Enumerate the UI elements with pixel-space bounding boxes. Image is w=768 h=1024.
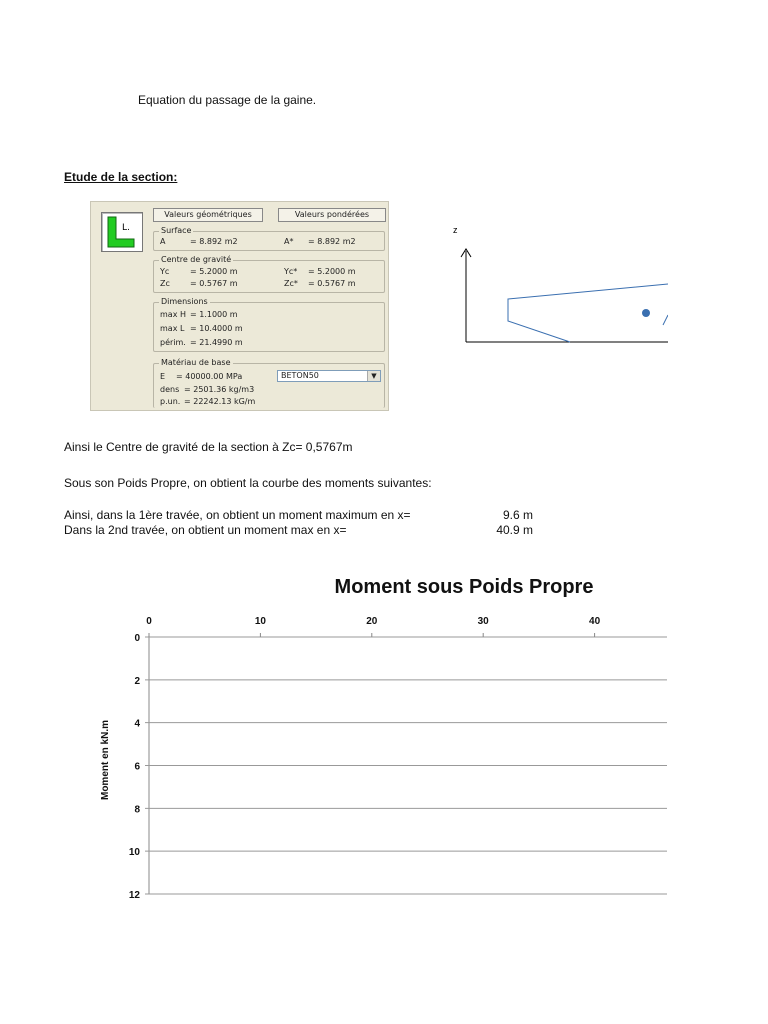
chart-y-tick-label: 8 [134,804,140,816]
e-label: E [160,372,166,381]
area-value: = 8.892 m2 [190,237,238,246]
zc-value: = 0.5767 m [190,279,238,288]
chart-x-tick-label: 0 [146,616,152,627]
surface-legend: Surface [161,226,192,235]
tab-weighted-values[interactable]: Valeurs pondérées [278,208,386,222]
density-label: dens [160,385,180,394]
chart-x-tick-label: 30 [477,616,489,627]
max-l-value: = 10.4000 m [190,324,243,333]
material-select-value: BETON50 [281,371,319,380]
chart-x-tick-label: 20 [366,616,378,627]
max-h-label: max H [160,310,186,319]
chart-y-tick-label: 2 [134,675,140,687]
section-heading: Etude de la section: [64,170,178,184]
sketch-axis-label: z [453,225,458,235]
unit-weight-label: p.un. [160,397,181,406]
perimeter-value: = 21.4990 m [190,338,243,347]
max-h-value: = 1.1000 m [190,310,238,319]
yc-weighted-value: = 5.2000 m [308,267,356,276]
chart-y-axis-label: Moment en kN.m [100,720,111,801]
gravity-centre-line: Ainsi le Centre de gravité de la section à Zc= 0,5767m [64,440,353,454]
chart-y-tick-label: 4 [134,718,140,730]
max-l-label: max L [160,324,185,333]
chevron-down-icon[interactable]: ▼ [367,371,380,381]
area-weighted-label: A* [284,237,294,246]
perimeter-label: périm. [160,338,186,347]
gravity-legend: Centre de gravité [161,255,232,264]
span2-text: Dans la 2nd travée, on obtient un moment max en x= [64,523,347,537]
chart-y-tick-label: 12 [128,890,140,901]
yc-weighted-label: Yc* [284,267,298,276]
unit-weight-value: = 22242.13 kG/m [184,397,256,406]
header-line: Equation du passage de la gaine. [138,93,317,107]
yc-value: = 5.2000 m [190,267,238,276]
svg-text:L.: L. [122,223,130,233]
yc-label: Yc [160,267,170,276]
chart-y-tick-label: 6 [134,761,140,773]
e-value: = 40000.00 MPa [176,372,243,381]
zc-weighted-label: Zc* [284,279,298,288]
area-label: A [160,237,166,246]
tab-geometric-values[interactable]: Valeurs géométriques [153,208,263,222]
span2-value: 40.9 m [496,523,533,537]
span1-value: 9.6 m [502,508,533,522]
moments-intro: Sous son Poids Propre, on obtient la courbe des moments suivantes: [64,476,432,490]
chart-y-tick-label: 10 [128,847,140,859]
density-value: = 2501.36 kg/m3 [184,385,255,394]
chart-x-tick-label: 10 [254,616,266,627]
zc-label: Zc [160,279,170,288]
area-weighted-value: = 8.892 m2 [308,237,356,246]
zc-weighted-value: = 0.5767 m [308,279,356,288]
span1-text: Ainsi, dans la 1ère travée, on obtient un moment maximum en x= [64,508,411,522]
chart-title: Moment sous Poids Propre [334,576,594,598]
material-legend: Matériau de base [161,358,231,367]
chart-x-tick-label: 40 [589,616,601,627]
chart-y-tick-label: 0 [134,633,140,644]
dimensions-legend: Dimensions [161,297,208,306]
